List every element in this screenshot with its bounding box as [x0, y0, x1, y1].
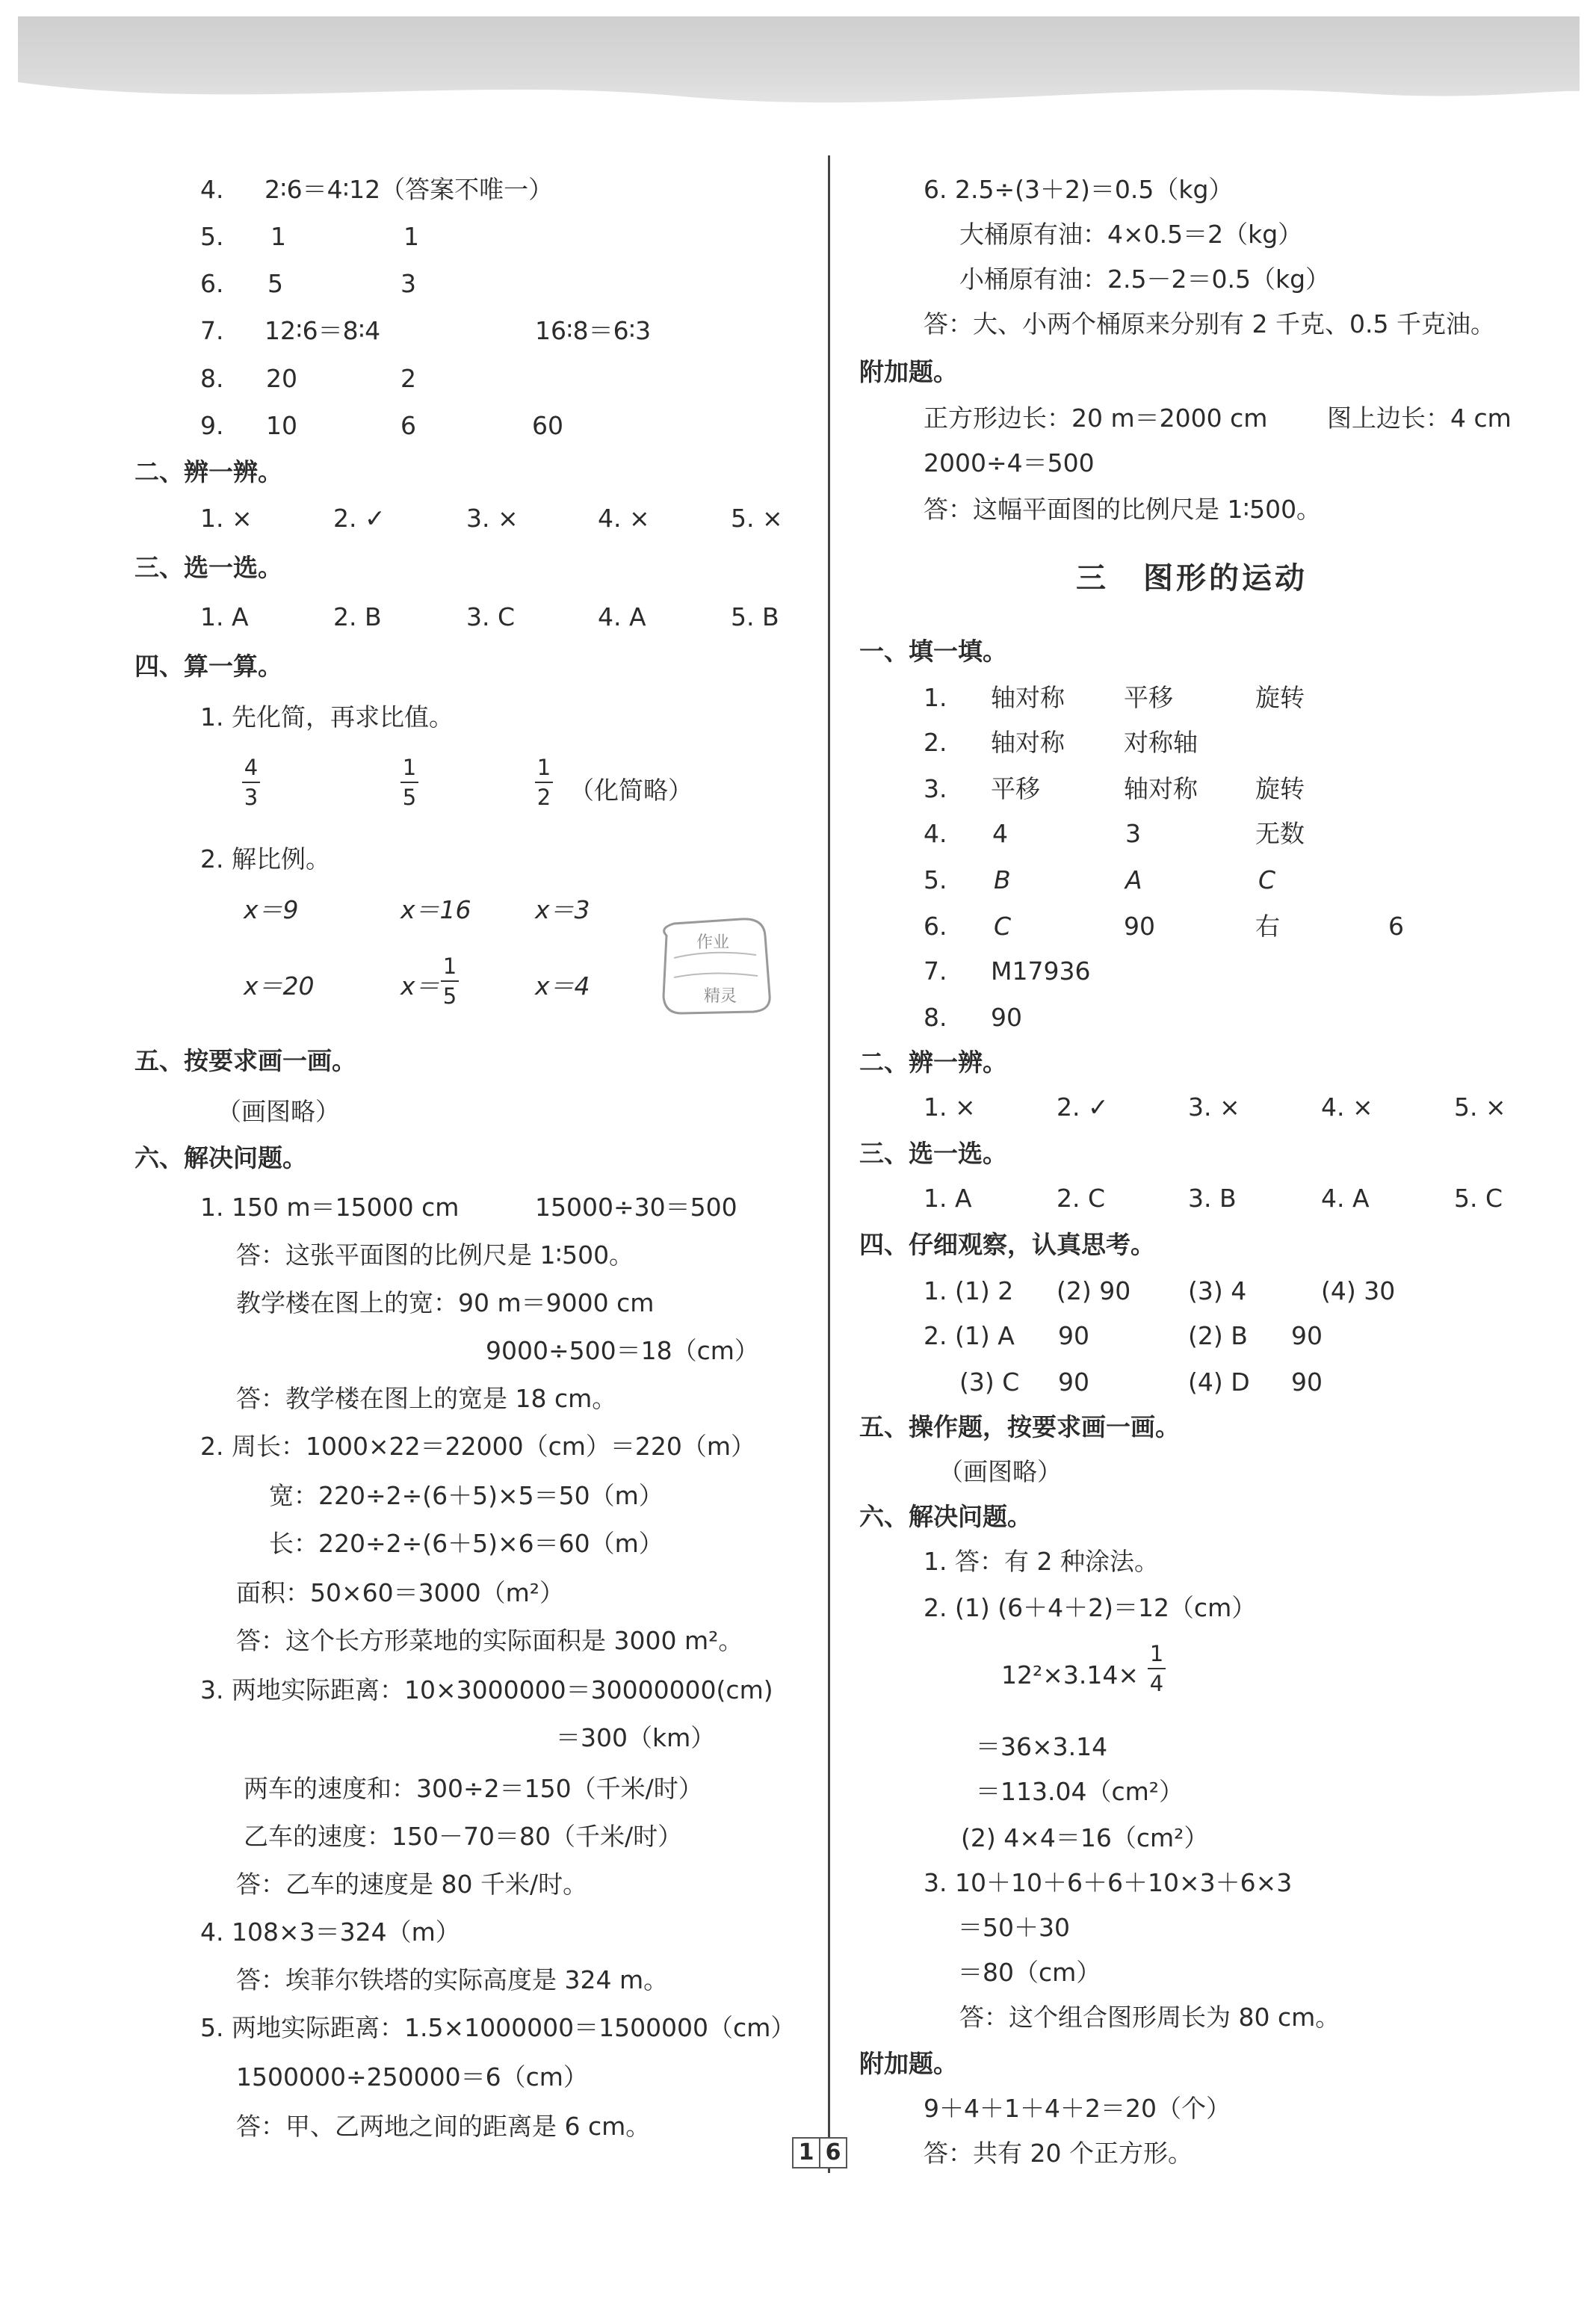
- left-section-4-q2: 2. 解比例。: [200, 844, 330, 874]
- draw-omitted-note: （画图略）: [938, 1457, 1062, 1486]
- fraction: 1 4: [1148, 1641, 1166, 1696]
- extra-question-heading: 附加题。: [859, 2049, 958, 2078]
- extra-question-heading: 附加题。: [859, 357, 958, 386]
- right-line: 大桶原有油：4×0.5＝2（kg）: [959, 220, 1303, 249]
- svg-text:作业: 作业: [696, 933, 730, 952]
- fraction: 1 5: [441, 953, 459, 1009]
- column-divider: [828, 155, 830, 2173]
- right-section-4-heading: 四、仔细观察，认真思考。: [859, 1230, 1155, 1259]
- right-line: 答：这幅平面图的比例尺是 1∶500。: [924, 495, 1322, 524]
- left-section-3-heading: 三、选一选。: [134, 553, 282, 582]
- watermark-stamp-icon: [652, 913, 776, 1018]
- left-section-4-q1: 1. 先化简，再求比值。: [200, 702, 454, 732]
- fraction: 1 5: [400, 755, 418, 810]
- right-section-3-heading: 三、选一选。: [859, 1139, 1007, 1168]
- left-section-2-heading: 二、辨一辨。: [134, 457, 282, 486]
- page-number: 1 6: [792, 2137, 846, 2167]
- left-section-6-heading: 六、解决问题。: [134, 1143, 307, 1172]
- svg-text:精灵: 精灵: [704, 987, 737, 1006]
- fraction: 4 3: [242, 755, 260, 810]
- right-section-6-heading: 六、解决问题。: [859, 1502, 1032, 1531]
- chapter-title: 三 图形的运动: [1076, 561, 1308, 596]
- right-line: 小桶原有油：2.5－2＝0.5（kg）: [959, 265, 1331, 294]
- header-wave-decoration: [18, 75, 1580, 120]
- draw-omitted-note: （画图略）: [217, 1097, 340, 1126]
- right-section-2-heading: 二、辨一辨。: [859, 1048, 1007, 1077]
- right-line: 答：共有 20 个正方形。: [924, 2139, 1193, 2168]
- right-line: 图上边长：4 cm: [1327, 404, 1512, 433]
- fraction: 1 2: [535, 755, 553, 810]
- right-section-5-heading: 五、操作题，按要求画一画。: [859, 1412, 1180, 1441]
- right-line: 正方形边长：20 m＝2000 cm: [924, 404, 1268, 433]
- right-section-1-heading: 一、填一填。: [859, 637, 1007, 666]
- simplify-note: （化简略）: [569, 776, 693, 805]
- right-line: 答：大、小两个桶原来分别有 2 千克、0.5 千克油。: [924, 309, 1495, 339]
- left-section-5-heading: 五、按要求画一画。: [134, 1046, 356, 1075]
- right-line: 6. 2.5÷(3＋2)＝0.5（kg）: [924, 175, 1234, 204]
- right-line: 2000÷4＝500: [924, 448, 1095, 477]
- right-line: 9＋4＋1＋4＋2＝20（个）: [924, 2094, 1231, 2123]
- left-section-4-heading: 四、算一算。: [134, 652, 282, 681]
